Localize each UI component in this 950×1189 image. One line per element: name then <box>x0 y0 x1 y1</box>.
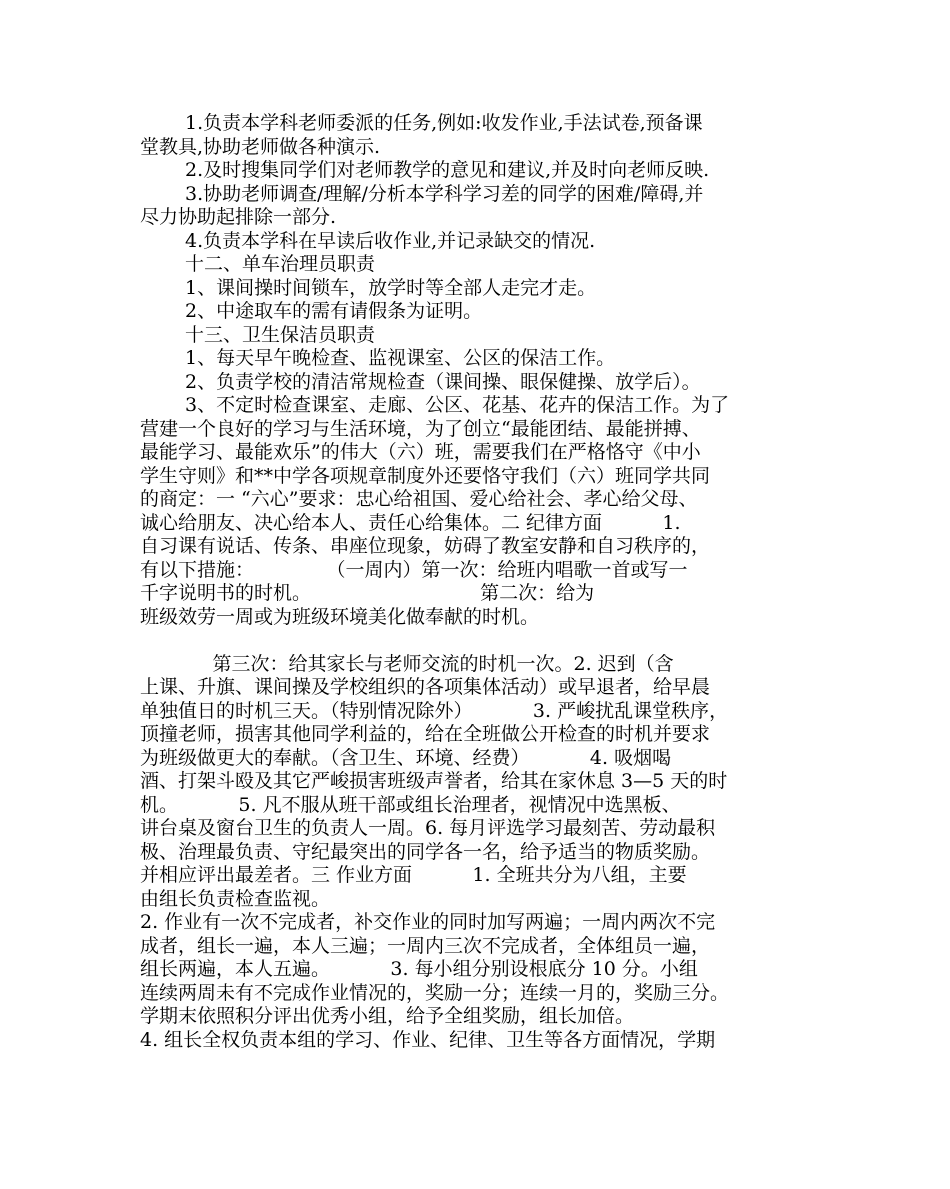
text-line: 千字说明书的时机。 第二次：给为 <box>140 582 595 604</box>
text-line: 3.协助老师调查/理解/分析本学科学习差的同学的困难/障碍,并 <box>185 182 704 205</box>
text-line: 极、治理最负责、守纪最突出的同学各一名，给予适当的物质奖励。 <box>140 840 711 863</box>
text-line: 讲台桌及窗台卫生的负责人一周。6. 每月评选学习最刻苦、劳动最积 <box>140 817 716 839</box>
text-line: 自习课有说话、传条、串座位现象，妨碍了教室安静和自习秩序的， <box>140 535 711 557</box>
text-line: 3、不定时检查课室、走廊、公区、花基、花卉的保洁工作。为了 <box>185 394 730 416</box>
text-line: 学生守则》和**中学各项规章制度外还要恪守我们（六）班同学共同 <box>140 464 711 487</box>
text-line: 4.负责本学科在早读后收作业,并记录缺交的情况. <box>185 229 596 252</box>
text-line: 酒、打架斗殴及其它严峻损害班级声誉者，给其在家休息 3—5 天的时 <box>140 770 728 792</box>
text-line: 4. 组长全权负责本组的学习、作业、纪律、卫生等各方面情况，学期 <box>140 1028 716 1051</box>
text-line: 组长两遍，本人五遍。 3. 每小组分别设根底分 10 分。小组 <box>140 958 698 980</box>
text-line: 1.负责本学科老师委派的任务,例如:收发作业,手法试卷,预备课 <box>185 112 703 134</box>
text-line: 上课、升旗、课间操及学校组织的各项集体活动）或早退者，给早晨 <box>140 676 711 698</box>
blank-line <box>140 629 840 653</box>
text-line: 的商定：一 “六心”要求：忠心给祖国、爱心给社会、孝心给父母、 <box>140 488 698 510</box>
text-line: 班级效劳一周或为班级环境美化做奉献的时机。 <box>140 605 540 628</box>
text-line: 学期末依照积分评出优秀小组，给予全组奖励，组长加倍。 <box>140 1005 635 1027</box>
text-line: 2、负责学校的清洁常规检查（课间操、眼保健操、放学后）。 <box>185 370 701 393</box>
document-body <box>140 112 840 1052</box>
text-line: 为班级做更大的奉献。（含卫生、环境、经费） 4. 吸烟喝 <box>140 746 672 769</box>
text-line: 顶撞老师，损害其他同学利益的，给在全班做公开检查的时机并要求 <box>140 723 711 745</box>
text-line: 营建一个良好的学习与生活环境，为了创立“最能团结、最能拼搏、 <box>140 417 701 440</box>
text-line: 机。 5. 凡不服从班干部或组长治理者，视情况中选黑板、 <box>140 793 681 816</box>
text-line: 最能学习、最能欢乐”的伟大（六）班，需要我们在严格恪守《中小 <box>140 441 701 463</box>
text-line: 1、课间操时间锁车，放学时等全部人走完才走。 <box>185 276 597 299</box>
section-heading: 十三、卫生保洁员职责 <box>185 323 376 346</box>
text-line: 并相应评出最差者。三 作业方面 1. 全班共分为八组，主要 <box>140 864 687 886</box>
text-line: 连续两周未有不完成作业情况的，奖励一分；连续一月的，奖励三分。 <box>140 981 730 1004</box>
text-line: 2、中途取车的需有请假条为证明。 <box>185 300 483 322</box>
text-line: 单独值日的时机三天。（特别情况除外） 3. 严峻扰乱课堂秩序， <box>140 699 729 722</box>
text-line: 有以下措施： （一周内）第一次：给班内唱歌一首或写一 <box>140 558 688 581</box>
text-line: 尽力协助起排除一部分. <box>140 206 337 228</box>
text-line: 诚心给朋友、决心给本人、责任心给集体。二 纪律方面 1. <box>140 511 681 534</box>
text-line: 2. 作业有一次不完成者，补交作业的同时加写两遍；一周内两次不完 <box>140 911 716 933</box>
text-line: 由组长负责检查监视。 <box>140 887 331 910</box>
text-line: 2.及时搜集同学们对老师教学的意见和建议,并及时向老师反映. <box>185 159 710 181</box>
text-line: 1、每天早午晚检查、监视课室、公区的保洁工作。 <box>185 347 616 369</box>
text-line: 成者，组长一遍，本人三遍；一周内三次不完成者，全体组员一遍， <box>140 934 711 957</box>
text-line: 堂教具,协助老师做各种演示. <box>140 135 381 158</box>
section-heading: 十二、单车治理员职责 <box>185 253 376 275</box>
text-line: 第三次：给其家长与老师交流的时机一次。2. 迟到（含 <box>140 652 674 675</box>
